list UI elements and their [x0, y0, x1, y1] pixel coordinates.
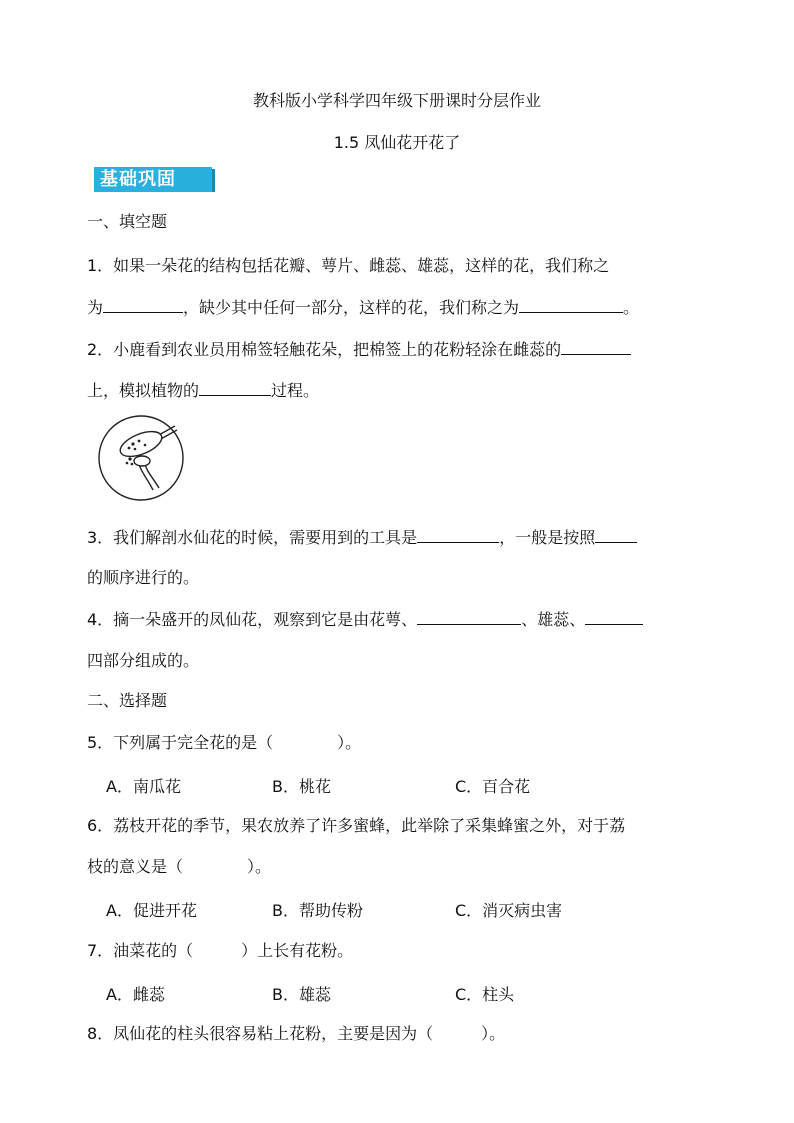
q7-option-a[interactable]: A．雌蕊: [106, 985, 165, 1004]
q4-blank-1[interactable]: [417, 608, 521, 625]
cotton-swab-flower-icon: [97, 414, 185, 502]
q7-stem: 7．油菜花的（ ）上长有花粉。: [87, 941, 354, 960]
q3-line1: [87, 526, 637, 549]
q7-option-c[interactable]: C．柱头: [455, 985, 515, 1004]
q1-blank-1[interactable]: [103, 296, 183, 313]
q2-blank-2[interactable]: [199, 379, 271, 396]
q4-pre: 4．摘一朵盛开的凤仙花，观察到它是由花萼、: [87, 610, 418, 629]
q3-mid: ，一般是按照: [499, 528, 596, 547]
q4-line1: [87, 608, 643, 631]
q2-end: 过程。: [271, 381, 320, 400]
q5-option-c[interactable]: C．百合花: [455, 777, 531, 796]
part2-heading: 二、选择题: [87, 691, 168, 710]
q2-line2: [87, 379, 319, 402]
q2-line1-text: 2．小鹿看到农业员用棉签轻触花朵，把棉签上的花粉轻涂在雌蕊的: [87, 340, 562, 359]
q1-end: 。: [623, 298, 640, 317]
q8-stem: 8．凤仙花的柱头很容易粘上花粉，主要是因为（ ）。: [87, 1024, 506, 1043]
q5-stem: 5．下列属于完全花的是（ ）。: [87, 733, 362, 752]
q4-blank-2[interactable]: [585, 608, 643, 625]
q1-mid: ，缺少其中任何一部分，这样的花，我们称之为: [183, 298, 520, 317]
q6-line2: 枝的意义是（ ）。: [87, 857, 272, 876]
q3-blank-2[interactable]: [595, 526, 637, 543]
q4-line2: 四部分组成的。: [87, 651, 200, 670]
q3-line2: 的顺序进行的。: [87, 568, 200, 587]
q1-blank-2[interactable]: [519, 296, 623, 313]
q6-option-b[interactable]: B．帮助传粉: [272, 901, 363, 920]
q3-pre: 3．我们解剖水仙花的时候，需要用到的工具是: [87, 528, 418, 547]
q2-line1: [87, 338, 631, 361]
q6-line1: 6．荔枝开花的季节，果农放养了许多蜜蜂，此举除了采集蜂蜜之外，对于荔: [87, 816, 626, 835]
q1-line1: 1．如果一朵花的结构包括花瓣、萼片、雌蕊、雄蕊，这样的花，我们称之: [87, 256, 610, 275]
q5-option-a[interactable]: A．南瓜花: [106, 777, 181, 796]
q2-blank-1[interactable]: [561, 338, 631, 355]
q4-mid: 、雄蕊、: [521, 610, 586, 629]
q6-option-a[interactable]: A．促进开花: [106, 901, 197, 920]
q3-blank-1[interactable]: [417, 526, 499, 543]
part1-heading: 一、填空题: [87, 212, 168, 231]
lesson-title: 1.5 凤仙花开花了: [333, 133, 461, 152]
q1-line2: [87, 296, 639, 319]
section-tag: 基础巩固: [94, 167, 212, 192]
q1-pre: 为: [87, 298, 104, 317]
page-title: 教科版小学科学四年级下册课时分层作业: [252, 91, 541, 110]
q5-option-b[interactable]: B．桃花: [272, 777, 331, 796]
q2-pre: 上，模拟植物的: [87, 381, 200, 400]
q6-option-c[interactable]: C．消灭病虫害: [455, 901, 563, 920]
q7-option-b[interactable]: B．雄蕊: [272, 985, 331, 1004]
